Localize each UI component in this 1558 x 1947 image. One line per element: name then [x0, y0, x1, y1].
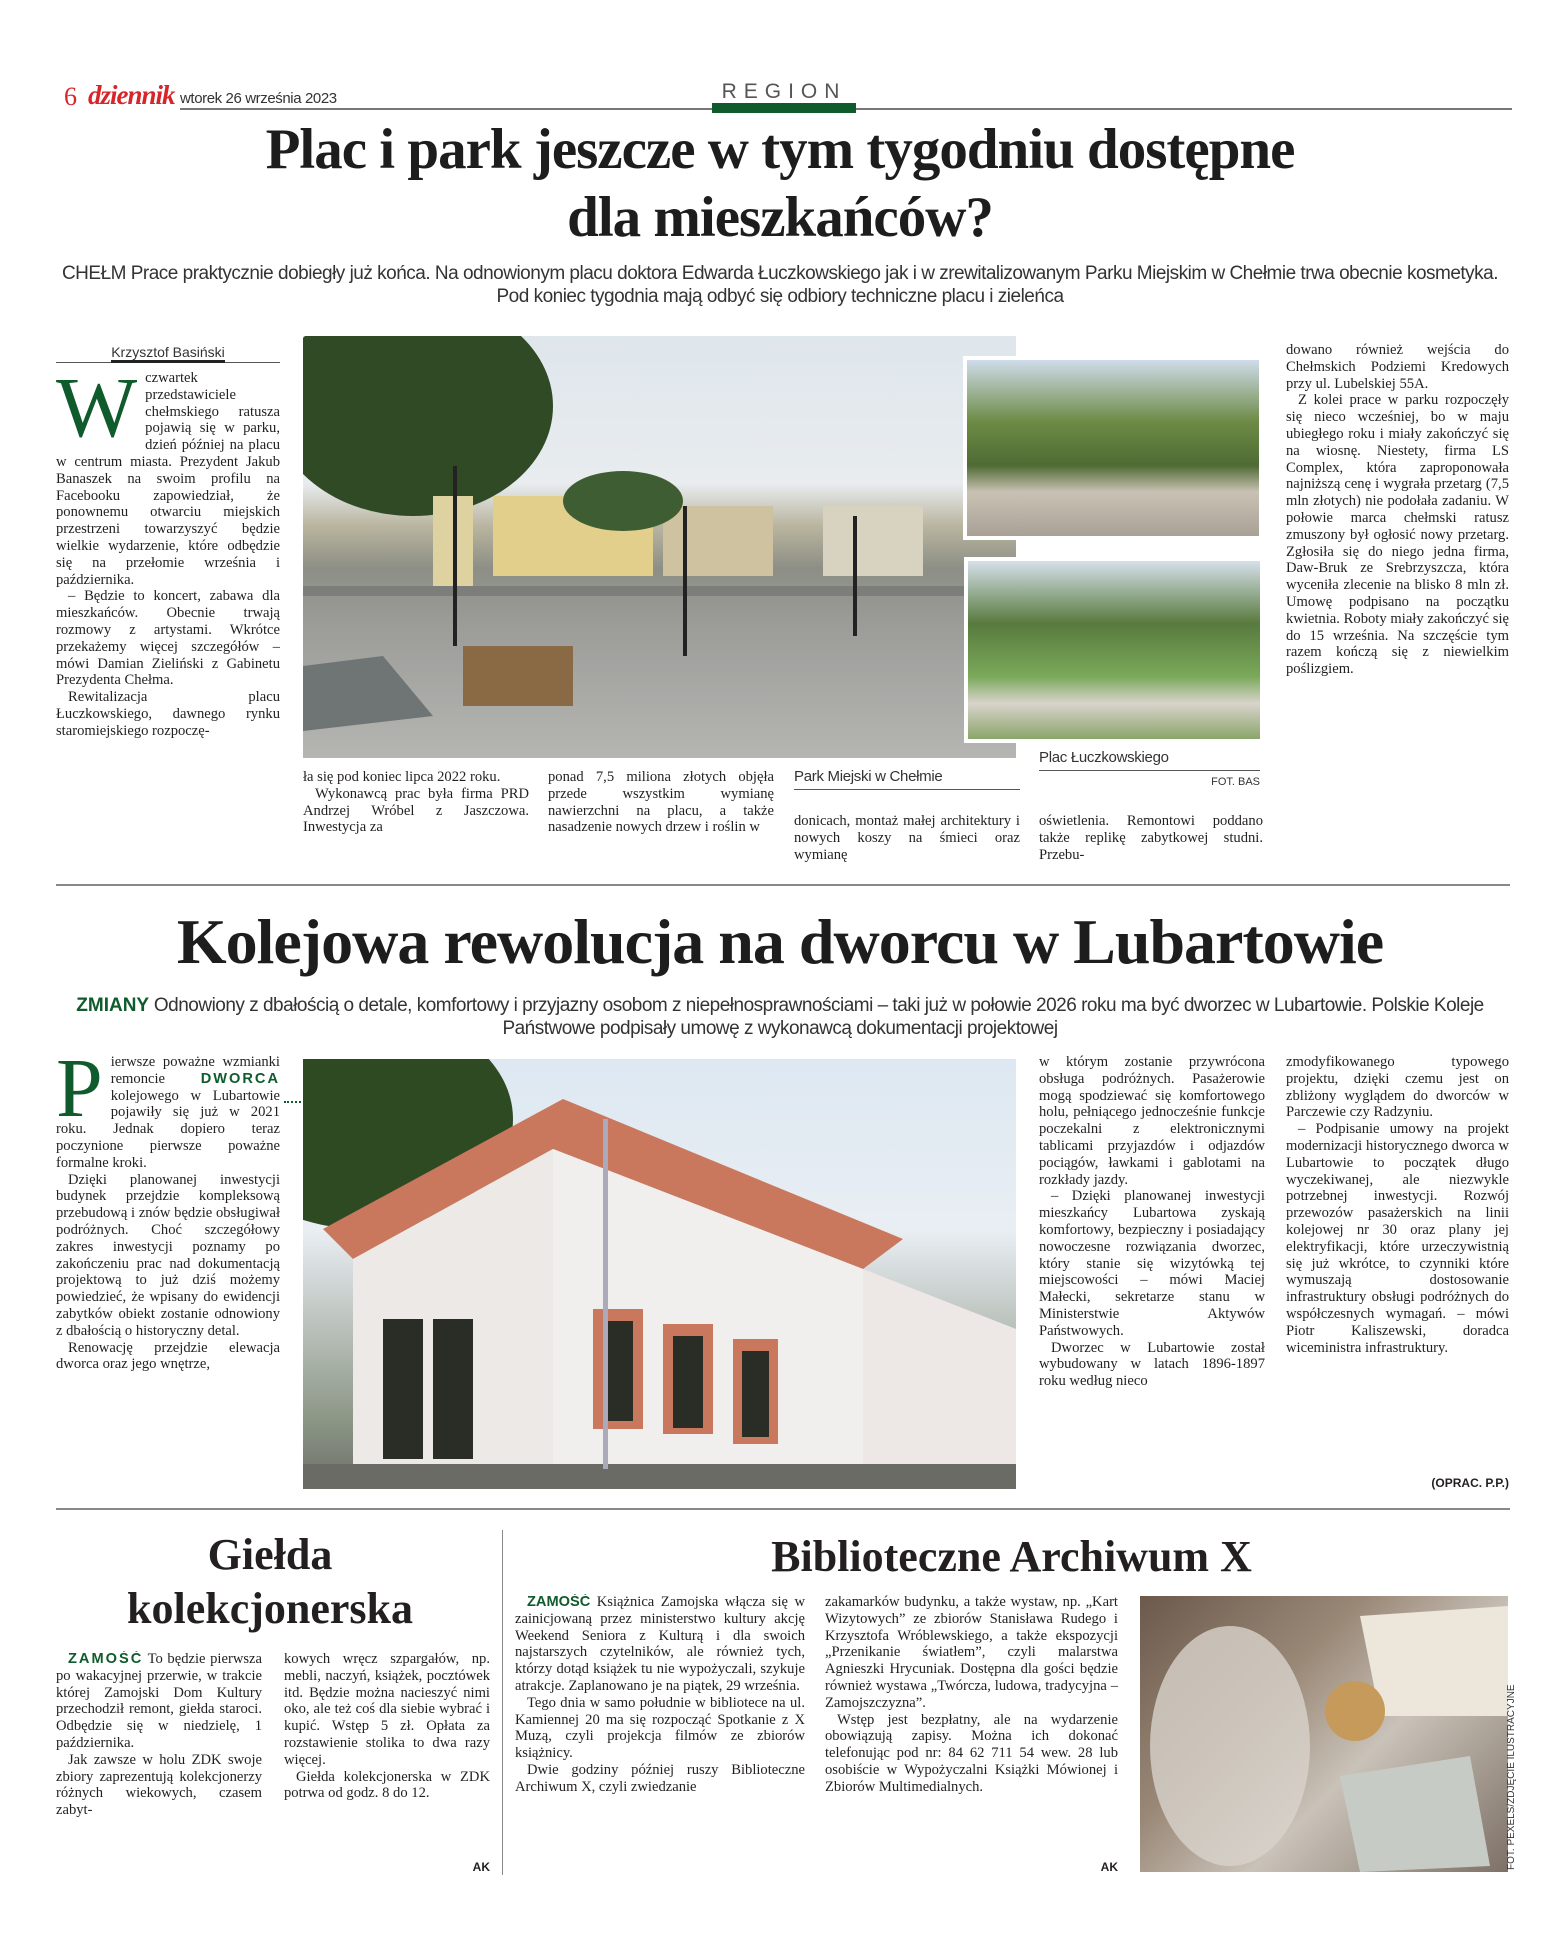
article1-column-4 — [794, 813, 1020, 869]
paragraph: Dzięki planowanej inwestycji budynek przejdzie kompleksową przebudową i znów będzie obsługiwał podróżnych. Choć szczegółowy zakres inwestycji poznamy po zakończeniu prac nad dokumentacją projektową to już dziś możemy powiedzieć, że wpisany do ewidencji zabytków obiekt zostanie odnowiony z dbałością o historyczny detal. — [56, 1171, 280, 1339]
section-label: REGION — [721, 80, 847, 103]
intro-text: kolejowego w Lubartowie pojawiły się już w 2021 roku. Jednak dopiero teraz poczynione pierwsze poważne formalne kroki. — [56, 1087, 280, 1171]
paragraph — [56, 1651, 262, 1752]
paragraph: donicach, montaż małej architektury i nowych koszy na śmieci oraz wymianę — [794, 813, 1020, 863]
article1-column-3 — [548, 769, 774, 869]
paragraph: dowano również wejścia do Chełmskich Podziemi Kredowych przy ul. Lubelskiej 55A. — [1286, 342, 1509, 392]
article2-column-1 — [56, 1054, 280, 1494]
section-divider — [56, 1508, 1510, 1510]
photo-railway-station — [303, 1059, 1016, 1489]
section-marker — [712, 103, 856, 113]
photo-books-tea — [1140, 1596, 1508, 1872]
paragraph: kowych wręcz szpargałów, np. mebli, naczyń, książek, pocztówek itd. Będzie można nacieszyć nimi oko, ale też coś dla siebie wybrać i kupić. Wstęp 5 zł. Opłata za rozstawienie stolika to dwa razy więcej. — [284, 1651, 490, 1768]
brand-logo: dziennik — [88, 80, 175, 110]
headline-article3: Giełda kolekcjonerska — [127, 1530, 413, 1633]
paragraph: Dwie godziny później ruszy Biblioteczne Archiwum X, czyli zwiedzanie — [515, 1761, 805, 1795]
photo-credit: FOT. PEXELS/ZDJĘCIE ILUSTRACYJNE — [1506, 1684, 1517, 1870]
drop-cap: W — [56, 370, 138, 455]
lead-article2 — [60, 994, 1500, 1040]
article1-column-5 — [1039, 813, 1263, 869]
paragraph-text: Książnica Zamojska włącza się w zainicjowaną przez ministerstwo kultury akcję Weekend Seniora z Kulturą i dla swoich najstarszych czytelników, ale również tych, którzy dotąd książek tu nie wypożyczali, szykuje atrakcje. Zaplanowano je na piątek, 29 września. — [515, 1594, 805, 1694]
paragraph: ła się pod koniec lipca 2022 roku. — [303, 769, 501, 785]
paragraph: Z kolei prace w parku rozpoczęły się nieco wcześniej, bo w maju ubiegłego roku i miały zakończyć się na wiosnę. Niestety, firma LS Complex, która zaproponowała najniższą cenę i wygrała przetarg (7,5 mln złotych) nie podołała zadaniu. W połowie marca chełmski ratusz zmuszony był ogłosić nowy przetarg. Zgłosiła się do niego jedna firma, Daw-Bruk ze Srebrzyszcza, która wyceniła zlecenie na blisko 8 mln zł. Umowę podpisano na początku kwietnia. Roboty miały zakończyć się do 15 września. Na szczęście tym razem kończą się z niewielkim poślizgiem. — [1286, 392, 1509, 678]
paragraph: Giełda kolekcjonerska w ZDK potrwa od godz. 8 do 12. — [284, 1768, 490, 1802]
kicker: ZAMOŚĆ — [68, 1651, 144, 1667]
photo-park-alley — [963, 356, 1263, 540]
drop-cap: P — [56, 1054, 103, 1135]
paragraph: Tego dnia w samo południe w bibliotece na ul. Kamiennej 20 ma się rozpocząć Spotkanie z X Muzą, czyli projekcja filmów ze zbiorów książnicy. — [515, 1694, 805, 1762]
paragraph — [515, 1594, 805, 1695]
issue-date: wtorek 26 września 2023 — [180, 90, 337, 107]
paragraph: w którym zostanie przywrócona obsługa podróżnych. Pasażerowie mogą spodziewać się komfortowego holu, pełniącego jednocześnie funkcje poczekalni z elektronicznymi tablicami przyjazdów i odjazdów pociągów, ławkami i gablotami na rozkłady jazdy. — [1039, 1054, 1265, 1188]
paragraph: zakamarków budynku, a także wystaw, np. „Kart Wizytowych” ze zbiorów Stanisława Rudego i Krzysztofa Wróblewskiego, a także ekspozycji „Przenikanie światłem”, czyli malarstwa Agnieszki Hrycuniak. Dostępna dla gości będzie również wystawa „Twórcza, ludowa, tradycyjna – Zamojszczyzna”. — [825, 1594, 1118, 1711]
plaza-illustration — [303, 336, 1016, 758]
paragraph: – Będzie to koncert, zabawa dla mieszkańców. Obecnie trwają rozmowy z artystami. Wkrótce przekażemy więcej szczegółów – mówi Damian Zieliński z Gabinetu Prezydenta Chełma. — [56, 588, 280, 689]
intro-text: ierwsze poważne wzmianki remoncie — [110, 1054, 280, 1087]
lead-kicker: ZMIANY — [76, 995, 150, 1016]
photo-plac-construction — [303, 336, 1016, 758]
article3-column-2 — [284, 1651, 490, 1876]
section-divider — [56, 884, 1510, 886]
author-name: Krzysztof Basiński — [111, 344, 225, 363]
paragraph: Dworzec w Lubartowie został wybudowany w latach 1896-1897 roku według nieco — [1039, 1339, 1265, 1390]
lead-article1: CHEŁM Prace praktycznie dobiegły już końca. Na odnowionym placu doktora Edwarda Łuczkowskiego jak i w zrewitalizowanym Parku Miejskim w Chełmie trwa obecnie kosmetyka. Pod koniec tygodnia mają odbyć się odbiory techniczne placu i zieleńca — [61, 263, 1499, 307]
station-illustration — [303, 1059, 1016, 1489]
paragraph: Rewitalizacja placu Łuczkowskiego, dawnego rynku staromiejskiego rozpoczę- — [56, 689, 280, 739]
keyword: DWORCA — [200, 1070, 280, 1087]
paragraph: czwartek przedstawiciele chełmskiego ratusza pojawią się w parku, dzień później na placu w centrum miasta. Prezydent Jakub Banaszek na swoim profilu na Facebooku zapowiedział, że ponownemu otwarciu miejskich przestrzeni towarzyszyć będzie wielkie wydarzenie, które odbędzie się na przełomie września i października. — [56, 370, 280, 588]
signature: AK — [1100, 1860, 1118, 1874]
article4-column-1 — [515, 1594, 805, 1876]
paragraph: Renowację przejdzie elewacja dworca oraz jego wnętrze, — [56, 1339, 280, 1373]
kicker: ZAMOŚĆ — [527, 1594, 591, 1610]
headline-line: dla mieszkańców? — [567, 186, 993, 249]
caption-park: Park Miejski w Chełmie — [794, 768, 1020, 790]
paragraph: – Podpisanie umowy na projekt modernizacji historycznego dworca w Lubartowie to początek długo wyczekiwanej, ale niezwykle potrzebnej inwestycji. Rozwój przewozów pasażerskich na linii kolejowej nr 30 oraz plany jej elektryfikacji, które urzeczywistnią się już wkrótce, to czynniki które wymuszają dostosowanie infrastruktury obsługi podróżnych do współczesnych wymagań. – mówi Piotr Kaliszewski, doradca wiceministra infrastruktury. — [1286, 1121, 1509, 1356]
photo-park-path — [964, 557, 1264, 743]
headline-article1 — [60, 116, 1500, 252]
lead-text: Odnowiony z dbałością o detale, komfortowy i przyjazny osobom z niepełnosprawnościami – taki już w połowie 2026 roku ma być dworzec w Lubartowie. Polskie Koleje Państwowe podpisały umowę z wykonawcą dokumentacji projektowej — [153, 995, 1484, 1039]
paragraph-text: To będzie pierwsza po wakacyjnej przerwie, w trakcie której Zamojski Dom Kultury przechodził remont, giełda staroci. Odbędzie się w niedzielę, 1 października. — [56, 1651, 262, 1751]
byline — [56, 344, 280, 363]
page-number: 6 — [64, 82, 77, 111]
headline-article4: Biblioteczne Archiwum X — [771, 1532, 1252, 1581]
paragraph: Jak zawsze w holu ZDK swoje zbiory zaprezentują kolekcjonerzy różnych wiekowych, czasem zabyt- — [56, 1751, 262, 1819]
caption-plac: Plac Łuczkowskiego — [1039, 749, 1260, 771]
paragraph: ponad 7,5 miliona złotych objęła przede wszystkim wymianę nawierzchni na placu, a także nasadzenie nowych drzew i roślin w — [548, 769, 774, 836]
article2-column-2 — [1039, 1054, 1265, 1494]
paragraph: – Dzięki planowanej inwestycji mieszkańcy Lubartowa zyskają komfortowy, bezpieczny i posiadający nowoczesne rozwiązania dworzec, który stanie się wizytówką tej miejscowości – mówi Maciej Małecki, sekretarze stanu w Ministerstwie Aktywów Państwowych. — [1039, 1188, 1265, 1339]
headline-article2: Kolejowa rewolucja na dworcu w Lubartowie — [176, 906, 1384, 977]
article4-column-2 — [825, 1594, 1118, 1876]
signature: (OPRAC. P.P.) — [1431, 1476, 1509, 1490]
paragraph: Wstęp jest bezpłatny, ale na wydarzenie obowiązują zapisy. Można ich dokonać telefonując pod nr: 84 62 711 54 wew. 28 lub osobiście w Wypożyczalni Książki Mówionej i Zbiorów Multimedialnych. — [825, 1711, 1118, 1795]
column-divider — [502, 1530, 503, 1875]
paragraph: oświetlenia. Remontowi poddano także replikę zabytkowej studni. Przebu- — [1039, 813, 1263, 863]
photo-credit: FOT. BAS — [1211, 776, 1260, 788]
article3-column-1 — [56, 1651, 262, 1876]
paragraph: Wykonawcą prac była firma PRD Andrzej Wróbel z Jaszczowa. Inwestycja za — [303, 785, 529, 836]
signature: AK — [472, 1860, 490, 1874]
article1-column-1 — [56, 370, 280, 870]
article2-column-3 — [1286, 1054, 1509, 1474]
headline-line: Plac i park jeszcze w tym tygodniu dostępne — [265, 118, 1295, 181]
books-illustration — [1140, 1596, 1508, 1872]
article1-column-6 — [1286, 342, 1509, 872]
paragraph: zmodyfikowanego typowego projektu, dzięki czemu jest on zbliżony wyglądem do dworców w Parczewie czy Radzyniu. — [1286, 1054, 1509, 1121]
article1-column-2 — [303, 769, 529, 869]
